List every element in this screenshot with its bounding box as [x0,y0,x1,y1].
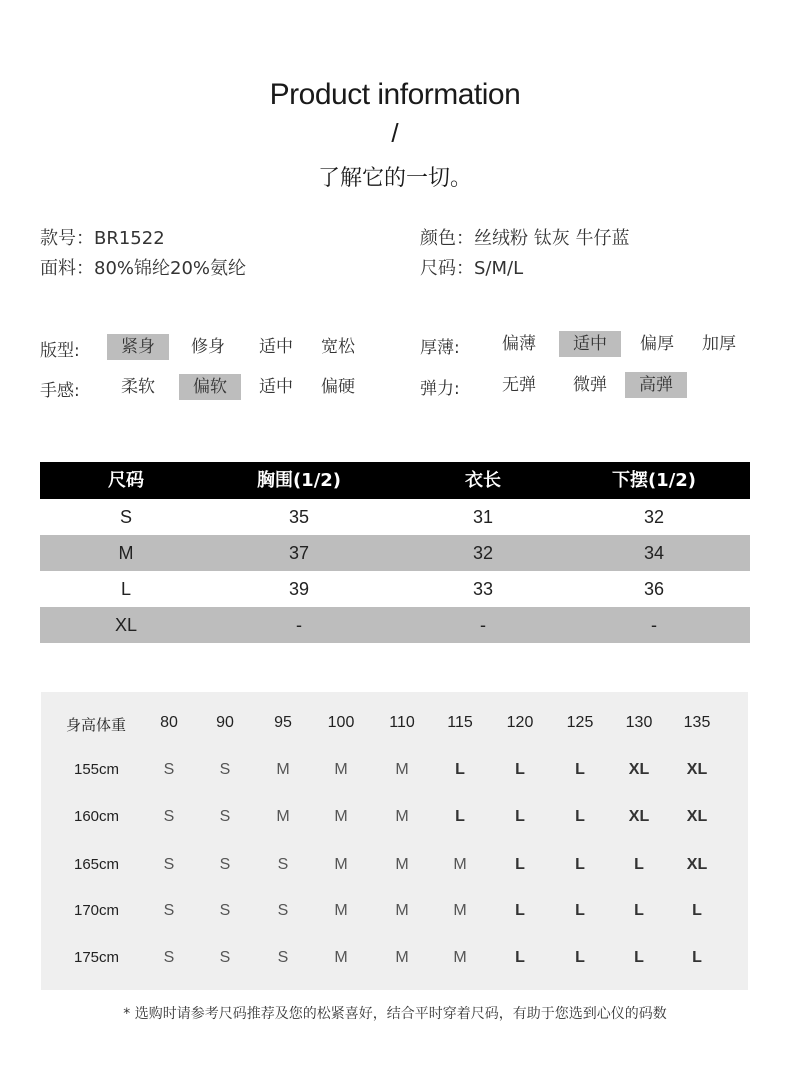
recommendation-height-label: 160cm [74,808,120,825]
info-fabric: 面料：80%锦纶20%氨纶 [40,258,247,279]
recommendation-size-cell: S [163,949,175,966]
recommendation-size-cell: M [334,808,348,825]
info-sizes: 尺码：S/M/L [420,258,524,279]
recommendation-size-cell: XL [686,761,708,778]
size-table-cell: L [120,579,131,599]
size-table-column-header: 下摆(1/2) [611,470,697,491]
size-table-cell: 36 [643,579,665,599]
recommendation-size-cell: M [395,761,409,778]
title-chinese: 了解它的一切。 [317,166,472,191]
recommendation-size-cell: L [692,949,702,966]
attribute-option: 偏硬 [321,377,355,397]
size-table-cell: 32 [472,543,494,563]
size-table-cell: 33 [472,579,494,599]
recommendation-size-cell: L [575,949,585,966]
recommendation-weight-header: 115 [447,714,473,731]
size-table-cell: 32 [643,507,665,527]
size-table-cell: XL [114,615,138,635]
attribute-option: 无弹 [502,375,536,395]
recommendation-height-label: 165cm [74,856,120,873]
size-table-row [40,607,750,643]
recommendation-weight-header: 95 [274,714,292,731]
attribute-option: 偏厚 [640,334,674,354]
size-table-column-header: 衣长 [465,470,501,491]
recommendation-weight-header: 110 [389,714,415,731]
recommendation-weight-header: 125 [566,714,594,731]
recommendation-size-cell: S [163,761,175,778]
recommendation-weight-header: 120 [506,714,534,731]
recommendation-size-cell: M [276,808,290,825]
attribute-option-selected: 高弹 [625,372,687,398]
recommendation-size-cell: L [515,856,525,873]
attribute-option-selected: 紧身 [107,334,169,360]
recommendation-size-cell: S [163,856,175,873]
attribute-label: 手感: [40,381,80,401]
size-table-column-header: 尺码 [108,470,144,491]
title-english: Product information [269,78,521,111]
footnote: * 选购时请参考尺码推荐及您的松紧喜好，结合平时穿着尺码，有助于您选到心仪的码数 [123,1006,667,1022]
recommendation-size-cell: L [692,902,702,919]
recommendation-size-cell: M [395,902,409,919]
recommendation-size-cell: L [575,856,585,873]
recommendation-size-cell: XL [628,761,650,778]
size-table-row [40,535,750,571]
recommendation-size-cell: M [453,949,467,966]
attribute-option: 柔软 [121,377,155,397]
recommendation-size-cell: M [395,856,409,873]
recommendation-size-cell: S [219,949,231,966]
recommendation-height-label: 175cm [74,949,120,966]
recommendation-size-cell: M [334,761,348,778]
size-table-column-header: 胸围(1/2) [256,470,342,491]
attribute-option: 修身 [191,337,225,357]
attribute-label: 弹力: [420,379,460,399]
attribute-option: 宽松 [321,337,355,357]
recommendation-size-cell: M [395,808,409,825]
title-slash: / [391,118,399,148]
recommendation-size-cell: M [334,949,348,966]
size-table-cell: - [651,615,657,635]
recommendation-size-cell: S [219,902,231,919]
recommendation-size-cell: M [276,761,290,778]
recommendation-size-cell: L [455,808,465,825]
size-table-cell: M [118,543,134,563]
recommendation-size-cell: XL [686,856,708,873]
recommendation-size-cell: M [334,902,348,919]
recommendation-weight-header: 90 [216,714,234,731]
recommendation-size-cell: L [634,902,644,919]
attribute-option: 适中 [259,337,293,357]
size-table-cell: - [296,615,302,635]
attribute-option: 适中 [259,377,293,397]
attribute-label: 版型: [40,341,80,361]
recommendation-size-cell: S [277,902,289,919]
size-table-row [40,571,750,607]
recommendation-height-label: 155cm [74,761,120,778]
recommendation-size-cell: M [395,949,409,966]
recommendation-size-cell: L [634,856,644,873]
size-table-header [40,462,750,499]
attribute-option: 微弹 [573,375,607,395]
recommendation-size-cell: M [453,902,467,919]
recommendation-height-label: 170cm [74,902,120,919]
recommendation-size-cell: L [515,949,525,966]
recommendation-size-cell: S [163,902,175,919]
recommendation-size-cell: S [277,949,289,966]
recommendation-size-cell: L [575,761,585,778]
recommendation-weight-header: 130 [625,714,653,731]
recommendation-corner-label: 身高体重 [66,716,127,734]
attribute-option: 偏薄 [502,334,536,354]
size-table [40,462,750,643]
recommendation-size-cell: L [455,761,465,778]
info-style-no: 款号：BR1522 [40,228,165,249]
recommendation-size-cell: L [575,808,585,825]
size-table-cell: 39 [288,579,310,599]
attribute-option: 加厚 [702,334,736,354]
size-recommendation-panel [41,692,748,990]
recommendation-size-cell: M [453,856,467,873]
recommendation-size-cell: L [634,949,644,966]
recommendation-size-cell: S [277,856,289,873]
recommendation-size-cell: S [219,808,231,825]
attribute-option-selected: 适中 [559,331,621,357]
recommendation-weight-header: 100 [327,714,355,731]
recommendation-size-cell: S [163,808,175,825]
recommendation-size-cell: L [515,761,525,778]
size-table-cell: - [480,615,486,635]
size-table-cell: 37 [288,543,310,563]
attribute-label: 厚薄: [420,338,460,358]
size-table-cell: 35 [288,507,310,527]
size-table-body [40,499,750,643]
recommendation-size-cell: XL [686,808,708,825]
recommendation-weight-header: 135 [683,714,711,731]
info-color: 颜色：丝绒粉 钛灰 牛仔蓝 [420,228,630,249]
recommendation-weight-header: 80 [160,714,178,731]
size-table-row [40,499,750,535]
size-table-cell: 34 [643,543,665,563]
recommendation-size-cell: L [575,902,585,919]
recommendation-size-cell: S [219,856,231,873]
recommendation-size-cell: S [219,761,231,778]
recommendation-size-cell: M [334,856,348,873]
recommendation-size-cell: L [515,808,525,825]
attribute-option-selected: 偏软 [179,374,241,400]
size-table-cell: 31 [472,507,494,527]
recommendation-size-cell: L [515,902,525,919]
recommendation-size-cell: XL [628,808,650,825]
size-table-cell: S [119,507,132,527]
